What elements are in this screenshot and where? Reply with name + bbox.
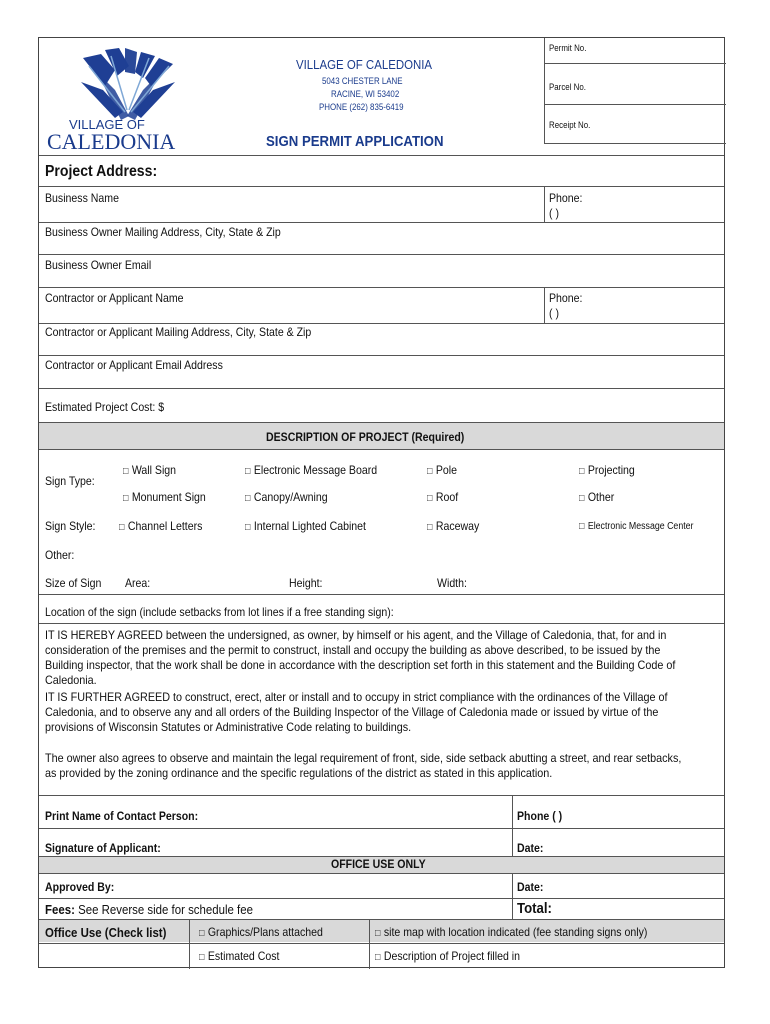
- check-graphics[interactable]: □ Graphics/Plans attached: [199, 925, 323, 941]
- logo-text-village-of: VILLAGE OF: [69, 117, 145, 132]
- project-address-heading: Project Address:: [45, 163, 158, 180]
- logo-text-caledonia: CALEDONIA: [47, 129, 176, 154]
- contractor-name-field[interactable]: Contractor or Applicant Name: [45, 291, 184, 305]
- sign-type-roof-checkbox[interactable]: □ Roof: [427, 490, 458, 506]
- org-name: VILLAGE OF CALEDONIA: [296, 57, 433, 72]
- sign-type-pole-checkbox[interactable]: □ Pole: [427, 463, 457, 479]
- sign-type-emb-checkbox[interactable]: □ Electronic Message Board: [245, 463, 377, 479]
- signature-field[interactable]: Signature of Applicant:: [45, 841, 161, 855]
- other-field[interactable]: Other:: [45, 548, 75, 562]
- owner-email-field[interactable]: Business Owner Email: [45, 258, 152, 272]
- size-of-sign-label: Size of Sign: [45, 576, 102, 590]
- total-field[interactable]: Total:: [517, 900, 552, 917]
- parcel-no-field[interactable]: Parcel No.: [549, 82, 586, 92]
- sign-type-canopy-checkbox[interactable]: □ Canopy/Awning: [245, 490, 328, 506]
- location-field[interactable]: Location of the sign (include setbacks from lot lines if a free standing sign):: [45, 605, 394, 619]
- estimated-cost-field[interactable]: Estimated Project Cost: $: [45, 400, 165, 414]
- fees-note: See Reverse side for schedule fee: [78, 902, 253, 917]
- sign-type-monument-checkbox[interactable]: □ Monument Sign: [123, 490, 206, 506]
- form-title: SIGN PERMIT APPLICATION: [266, 133, 444, 150]
- approved-by-field[interactable]: Approved By:: [45, 880, 115, 894]
- fees-row: [45, 902, 253, 917]
- receipt-no-field[interactable]: Receipt No.: [549, 120, 591, 130]
- contractor-email-field[interactable]: Contractor or Applicant Email Address: [45, 358, 223, 372]
- fees-label: Fees:: [45, 902, 75, 917]
- sign-type-label: Sign Type:: [45, 474, 95, 488]
- contact-phone-field[interactable]: Phone ( ): [517, 809, 563, 823]
- contractor-phone-area: ( ): [549, 306, 559, 320]
- village-logo-icon: [75, 46, 185, 126]
- sign-type-projecting-checkbox[interactable]: □ Projecting: [579, 463, 635, 479]
- check-site-map[interactable]: □ site map with location indicated (fee standing signs only): [375, 925, 647, 941]
- checklist-label: Office Use (Check list): [45, 925, 167, 940]
- org-address-line1: 5043 CHESTER LANE: [322, 76, 403, 86]
- area-field[interactable]: Area:: [125, 576, 151, 590]
- sign-style-cabinet-checkbox[interactable]: □ Internal Lighted Cabinet: [245, 519, 366, 535]
- sign-style-emc-checkbox[interactable]: □ Electronic Message Center: [579, 520, 693, 534]
- height-field[interactable]: Height:: [289, 576, 323, 590]
- business-phone-label[interactable]: Phone:: [549, 191, 583, 205]
- org-address-line2: RACINE, WI 53402: [331, 89, 400, 99]
- agreement-paragraph-2: IT IS FURTHER AGREED to construct, erect, alter or install and to occupy in strict compliance with the ordinances of the Village of Caledonia, and to observe any and all orders of the Building Inspector of the Village of Caledonia made or issued by virtue of the provisions of Wisconsin Statutes or Administrative Code relating to buildings.: [45, 690, 668, 734]
- permit-no-field[interactable]: Permit No.: [549, 43, 587, 53]
- approved-date-field[interactable]: Date:: [517, 880, 544, 894]
- contractor-phone-label[interactable]: Phone:: [549, 291, 583, 305]
- org-phone: PHONE (262) 835-6419: [319, 102, 404, 112]
- sign-style-channel-checkbox[interactable]: □ Channel Letters: [119, 519, 202, 535]
- sign-type-other-checkbox[interactable]: □ Other: [579, 490, 614, 506]
- check-estimated-cost[interactable]: □ Estimated Cost: [199, 949, 279, 965]
- office-use-heading: OFFICE USE ONLY: [331, 857, 426, 871]
- description-heading: DESCRIPTION OF PROJECT (Required): [266, 430, 465, 444]
- business-phone-area: ( ): [549, 206, 559, 220]
- width-field[interactable]: Width:: [437, 576, 467, 590]
- agreement-paragraph-3: The owner also agrees to observe and maintain the legal requirement of front, side, side setback abutting a street, and rear setbacks, as provided by the zoning ordinance and the specific regulations of the district as stated in this application.: [45, 751, 682, 780]
- contractor-address-field[interactable]: Contractor or Applicant Mailing Address, City, State & Zip: [45, 325, 312, 339]
- sign-style-label: Sign Style:: [45, 519, 96, 533]
- agreement-paragraph-1: IT IS HEREBY AGREED between the undersigned, as owner, by himself or his agent, and the Village of Caledonia, that, for and in consideration of the premises and the permit to construct, install and occupy the building as above described, to be issued by the Building inspector, that the work shall be done in accordance with the description set forth in this statement and the Building Code of Caledonia.: [45, 628, 676, 687]
- sign-style-raceway-checkbox[interactable]: □ Raceway: [427, 519, 479, 535]
- print-name-field[interactable]: Print Name of Contact Person:: [45, 809, 199, 823]
- owner-address-field[interactable]: Business Owner Mailing Address, City, State & Zip: [45, 225, 281, 239]
- sign-type-wall-checkbox[interactable]: □ Wall Sign: [123, 463, 176, 479]
- check-description[interactable]: □ Description of Project filled in: [375, 949, 520, 965]
- sign-permit-form: [38, 37, 725, 968]
- business-name-field[interactable]: Business Name: [45, 191, 119, 205]
- signature-date-field[interactable]: Date:: [517, 841, 544, 855]
